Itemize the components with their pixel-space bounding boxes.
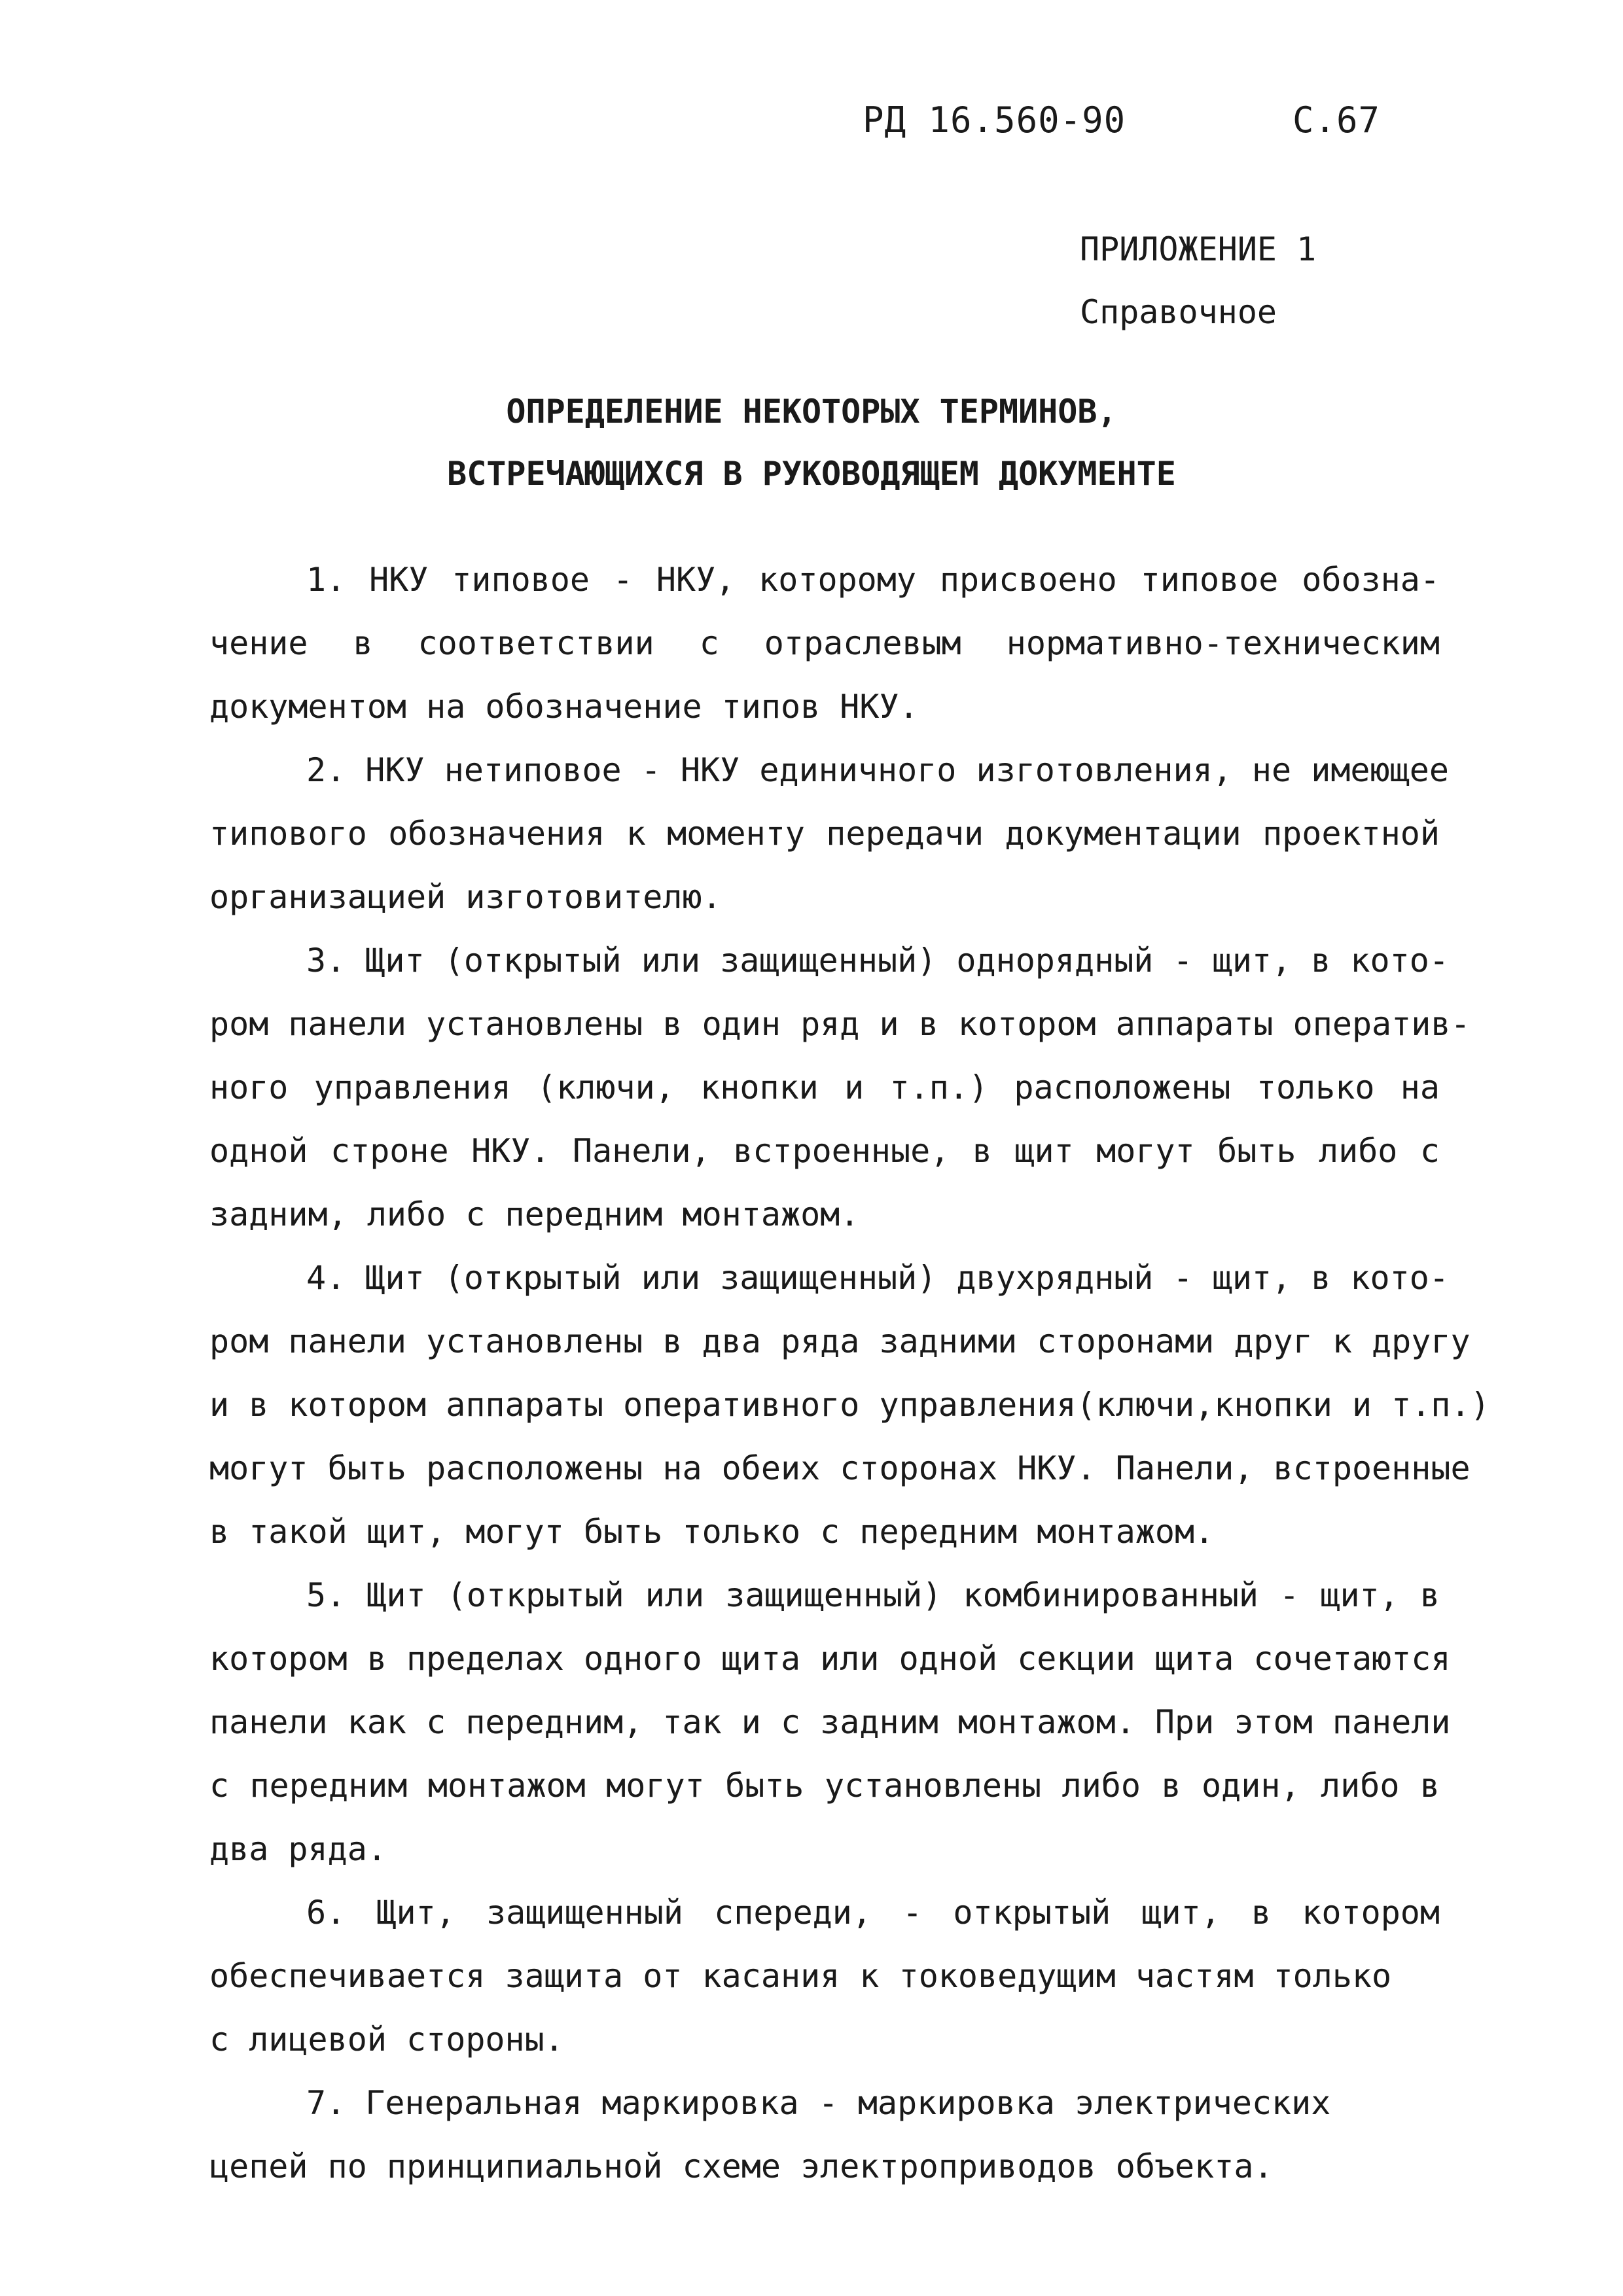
text-line: с передним монтажом могут быть установлены либо в один, либо в: [209, 1767, 1440, 1805]
section-heading-line-2: ВСТРЕЧАЮЩИХСЯ В РУКОВОДЯЩЕМ ДОКУМЕНТЕ: [447, 455, 1176, 493]
text-line: документом на обозначение типов НКУ.: [209, 688, 919, 726]
text-line: могут быть расположены на обеих сторонах НКУ. Панели, встроенные: [209, 1449, 1471, 1487]
text-line: чение в соответствии с отраслевым нормативно-техническим: [209, 624, 1440, 662]
text-line: котором в пределах одного щита или одной секции щита сочетаются: [209, 1640, 1451, 1678]
text-line: одной строне НКУ. Панели, встроенные, в щит могут быть либо с: [209, 1132, 1440, 1170]
text-line: 1. НКУ типовое - НКУ, которому присвоено типовое обозна-: [306, 561, 1440, 599]
text-line: ром панели установлены в один ряд и в котором аппараты оператив-: [209, 1005, 1471, 1043]
text-line: в такой щит, могут быть только с передним монтажом.: [209, 1513, 1215, 1551]
text-line: задним, либо с передним монтажом.: [209, 1195, 860, 1233]
appendix-title: ПРИЛОЖЕНИЕ 1: [1080, 230, 1317, 268]
text-line: ного управления (ключи, кнопки и т.п.) расположены только на: [209, 1069, 1440, 1106]
page-number: С.67: [1293, 99, 1381, 141]
definitions-body: [209, 548, 1490, 2199]
text-line: 2. НКУ нетиповое - НКУ единичного изготовления, не имеющее: [306, 751, 1449, 789]
section-heading-line-1: ОПРЕДЕЛЕНИЕ НЕКОТОРЫХ ТЕРМИНОВ,: [506, 393, 1117, 431]
text-line: 5. Щит (открытый или защищенный) комбинированный - щит, в: [306, 1576, 1440, 1614]
text-line: панели как с передним, так и с задним монтажом. При этом панели: [209, 1703, 1451, 1741]
document-code: РД 16.560-90: [863, 99, 1126, 141]
text-line: 4. Щит (открытый или защищенный) двухрядный - щит, в кото-: [306, 1259, 1449, 1297]
text-line: ром панели установлены в два ряда задними сторонами друг к другу: [209, 1322, 1471, 1360]
text-line: типового обозначения к моменту передачи документации проектной: [209, 815, 1440, 853]
text-line: и в котором аппараты оперативного управления(ключи,кнопки и т.п.): [209, 1386, 1490, 1424]
text-line: 6. Щит, защищенный спереди, - открытый щит, в котором: [306, 1894, 1440, 1932]
text-line: 3. Щит (открытый или защищенный) однорядный - щит, в кото-: [306, 942, 1449, 980]
text-line: обеспечивается защита от касания к токоведущим частям только: [209, 1957, 1392, 1995]
text-line: 7. Генеральная маркировка - маркировка электрических: [306, 2084, 1331, 2122]
text-line: с лицевой стороны.: [209, 2021, 564, 2058]
text-line: организацией изготовителю.: [209, 878, 722, 916]
appendix-subtitle: Справочное: [1080, 293, 1277, 331]
text-line: два ряда.: [209, 1830, 387, 1868]
text-line: цепей по принципиальной схеме электроприводов объекта.: [209, 2147, 1274, 2185]
